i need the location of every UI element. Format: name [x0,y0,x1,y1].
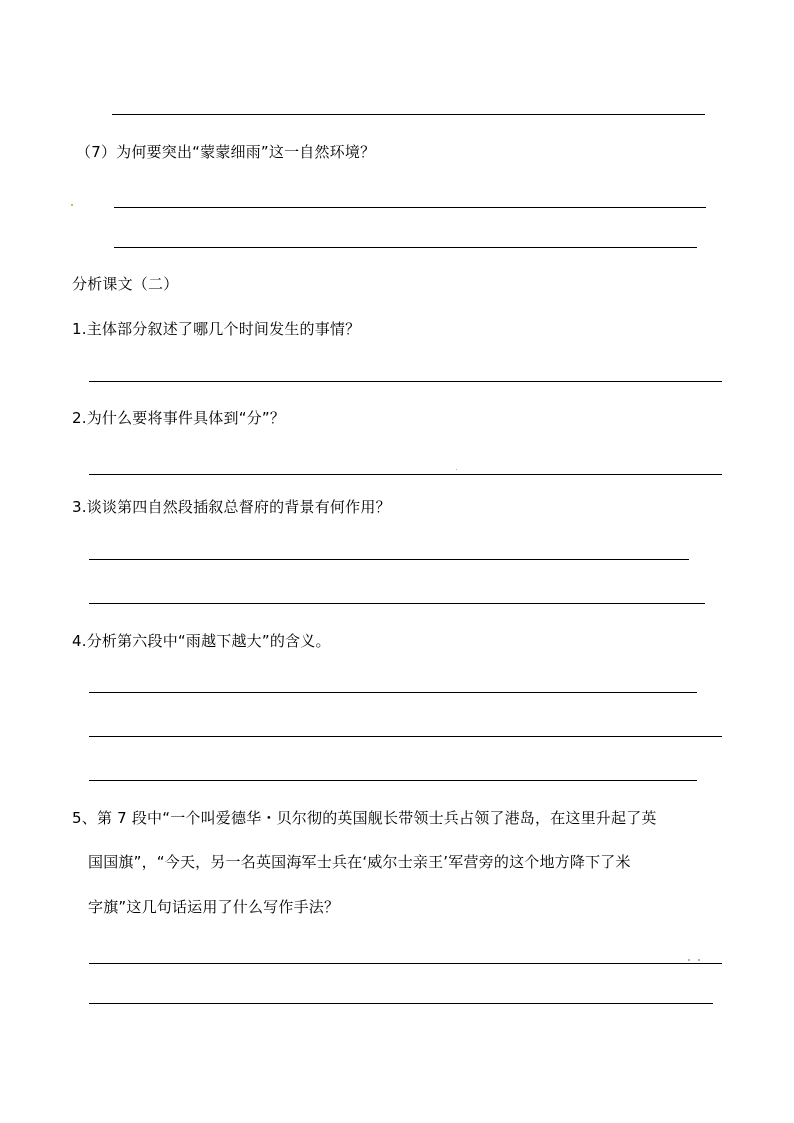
question-1-text: 1.主体部分叙述了哪几个时间发生的事情？ [72,320,361,338]
question-3-text: 3.谈谈第四自然段插叙总督府的背景有何作用？ [72,498,391,516]
answer-line[interactable] [89,603,705,604]
answer-line[interactable] [112,114,705,115]
question-2-text: 2.为什么要将事件具体到“分”？ [72,409,286,427]
stray-mark [71,204,73,206]
answer-line[interactable] [89,780,697,781]
question-4-text: 4.分析第六段中“雨越下越大”的含义。 [72,632,331,650]
answer-line[interactable] [89,963,722,964]
question-5-line-3: 字旗”这几句话运用了什么写作手法？ [88,898,340,916]
question-5-line-2: 国国旗”，“今天，另一名英国海军士兵在‘威尔士亲王’军营旁的这个地方降下了米 [88,853,631,871]
section-title: 分析课文（二） [72,275,179,293]
answer-line[interactable] [89,381,722,382]
question-5-line-1: 5、第 7 段中“一个叫爱德华・贝尔彻的英国舰长带领士兵占领了港岛，在这里升起了英 [72,809,657,827]
answer-line[interactable] [89,736,722,737]
answer-line[interactable] [89,559,689,560]
stray-mark [688,959,690,961]
answer-line[interactable] [89,1003,713,1004]
stray-mark [698,959,700,961]
stray-mark [456,469,457,470]
answer-line[interactable] [114,247,697,248]
answer-line[interactable] [89,692,697,693]
answer-line[interactable] [114,207,706,208]
answer-line[interactable] [89,474,722,475]
question-7-text: （7）为何要突出“蒙蒙细雨”这一自然环境？ [76,143,376,161]
